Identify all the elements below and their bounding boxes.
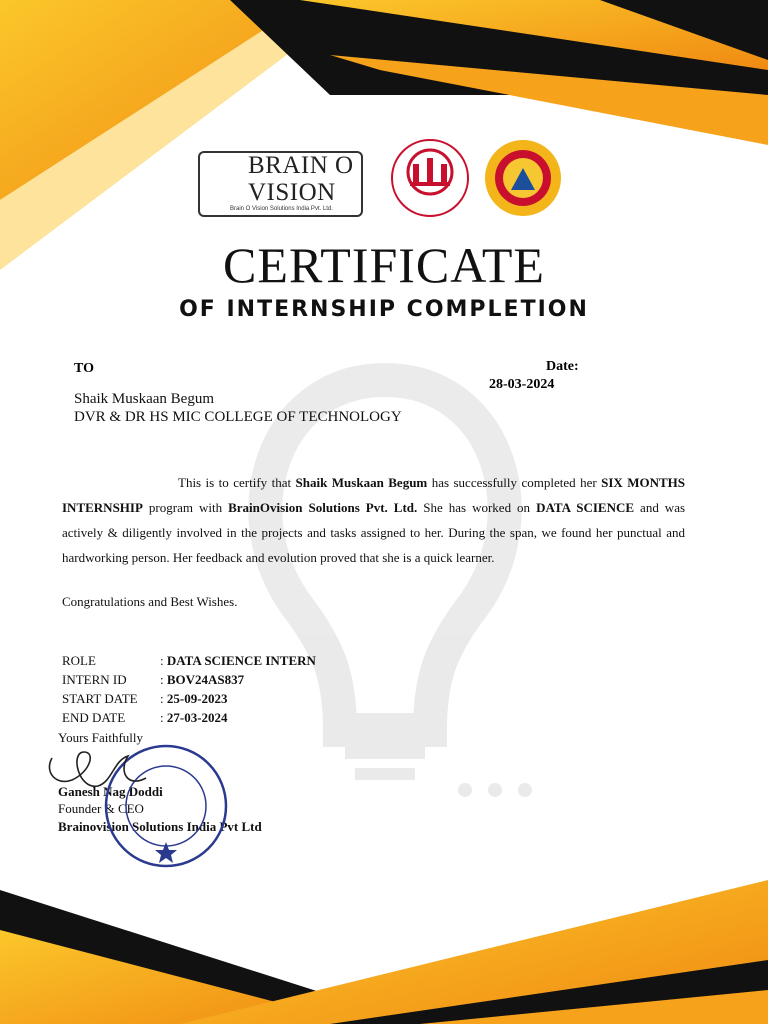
detail-row: START DATE : 25-09-2023 bbox=[62, 691, 228, 706]
body-text-5: and was actively & diligently involved in the projects and tasks assigned to her. During the span, we found her punctual and hardworking person. Her feedback and evolution proved that she is a quick learner. bbox=[62, 500, 686, 565]
body-intern-name: Shaik Muskaan Begum bbox=[295, 475, 428, 490]
body-text-2: has successfully completed her bbox=[431, 475, 597, 490]
brainovision-logo-subtitle: Brain O Vision Solutions India Pvt. Ltd. bbox=[230, 206, 333, 212]
date-value: 28-03-2024 bbox=[489, 377, 555, 392]
detail-row: END DATE : 27-03-2024 bbox=[62, 710, 228, 725]
detail-value: DATA SCIENCE INTERN bbox=[166, 653, 316, 668]
detail-row: ROLE : DATA SCIENCE INTERN bbox=[62, 653, 316, 668]
body-text-1: This is to certify that bbox=[178, 475, 292, 490]
detail-value: 25-09-2023 bbox=[166, 691, 228, 706]
to-label: TO bbox=[74, 361, 94, 376]
certificate-subtitle: OF INTERNSHIP COMPLETION bbox=[179, 297, 589, 322]
body-text-4: She has worked on bbox=[423, 500, 531, 515]
certificate-body bbox=[62, 470, 685, 570]
brainovision-logo-text bbox=[248, 152, 354, 206]
signatory-name: Ganesh Nag Doddi bbox=[58, 784, 163, 799]
detail-label: END DATE bbox=[62, 710, 126, 725]
detail-value: BOV24AS837 bbox=[166, 672, 245, 687]
signatory-company: Brainovision Solutions India Pvt Ltd bbox=[58, 819, 262, 834]
recipient-name: Shaik Muskaan Begum bbox=[74, 391, 214, 407]
body-domain: DATA SCIENCE bbox=[536, 500, 635, 515]
signatory-role: Founder & CEO bbox=[58, 801, 144, 816]
congratulations-text: Congratulations and Best Wishes. bbox=[62, 594, 238, 609]
date-label: Date: bbox=[546, 359, 579, 374]
certificate-title: CERTIFICATE bbox=[223, 237, 545, 293]
closing-text: Yours Faithfully bbox=[58, 730, 144, 745]
detail-label: INTERN ID bbox=[62, 672, 127, 687]
recipient-block bbox=[74, 390, 402, 426]
aicte-emblem bbox=[485, 140, 561, 216]
body-duration: SIX MONTHS INTERNSHIP bbox=[62, 475, 686, 515]
recipient-college: DVR & DR HS MIC COLLEGE OF TECHNOLOGY bbox=[74, 409, 402, 425]
intern-details bbox=[62, 651, 316, 727]
detail-value: 27-03-2024 bbox=[166, 710, 228, 725]
detail-label: ROLE bbox=[62, 653, 96, 668]
detail-label: START DATE bbox=[62, 691, 138, 706]
logo-line-2: VISION bbox=[248, 179, 336, 206]
body-text-3: program with bbox=[148, 500, 223, 515]
apsche-emblem bbox=[392, 140, 468, 216]
bulb-watermark-icon bbox=[265, 380, 532, 797]
body-company: BrainOvision Solutions Pvt. Ltd. bbox=[228, 500, 418, 515]
logo-line-1: BRAIN O bbox=[248, 152, 354, 179]
detail-row: INTERN ID : BOV24AS837 bbox=[62, 672, 245, 687]
